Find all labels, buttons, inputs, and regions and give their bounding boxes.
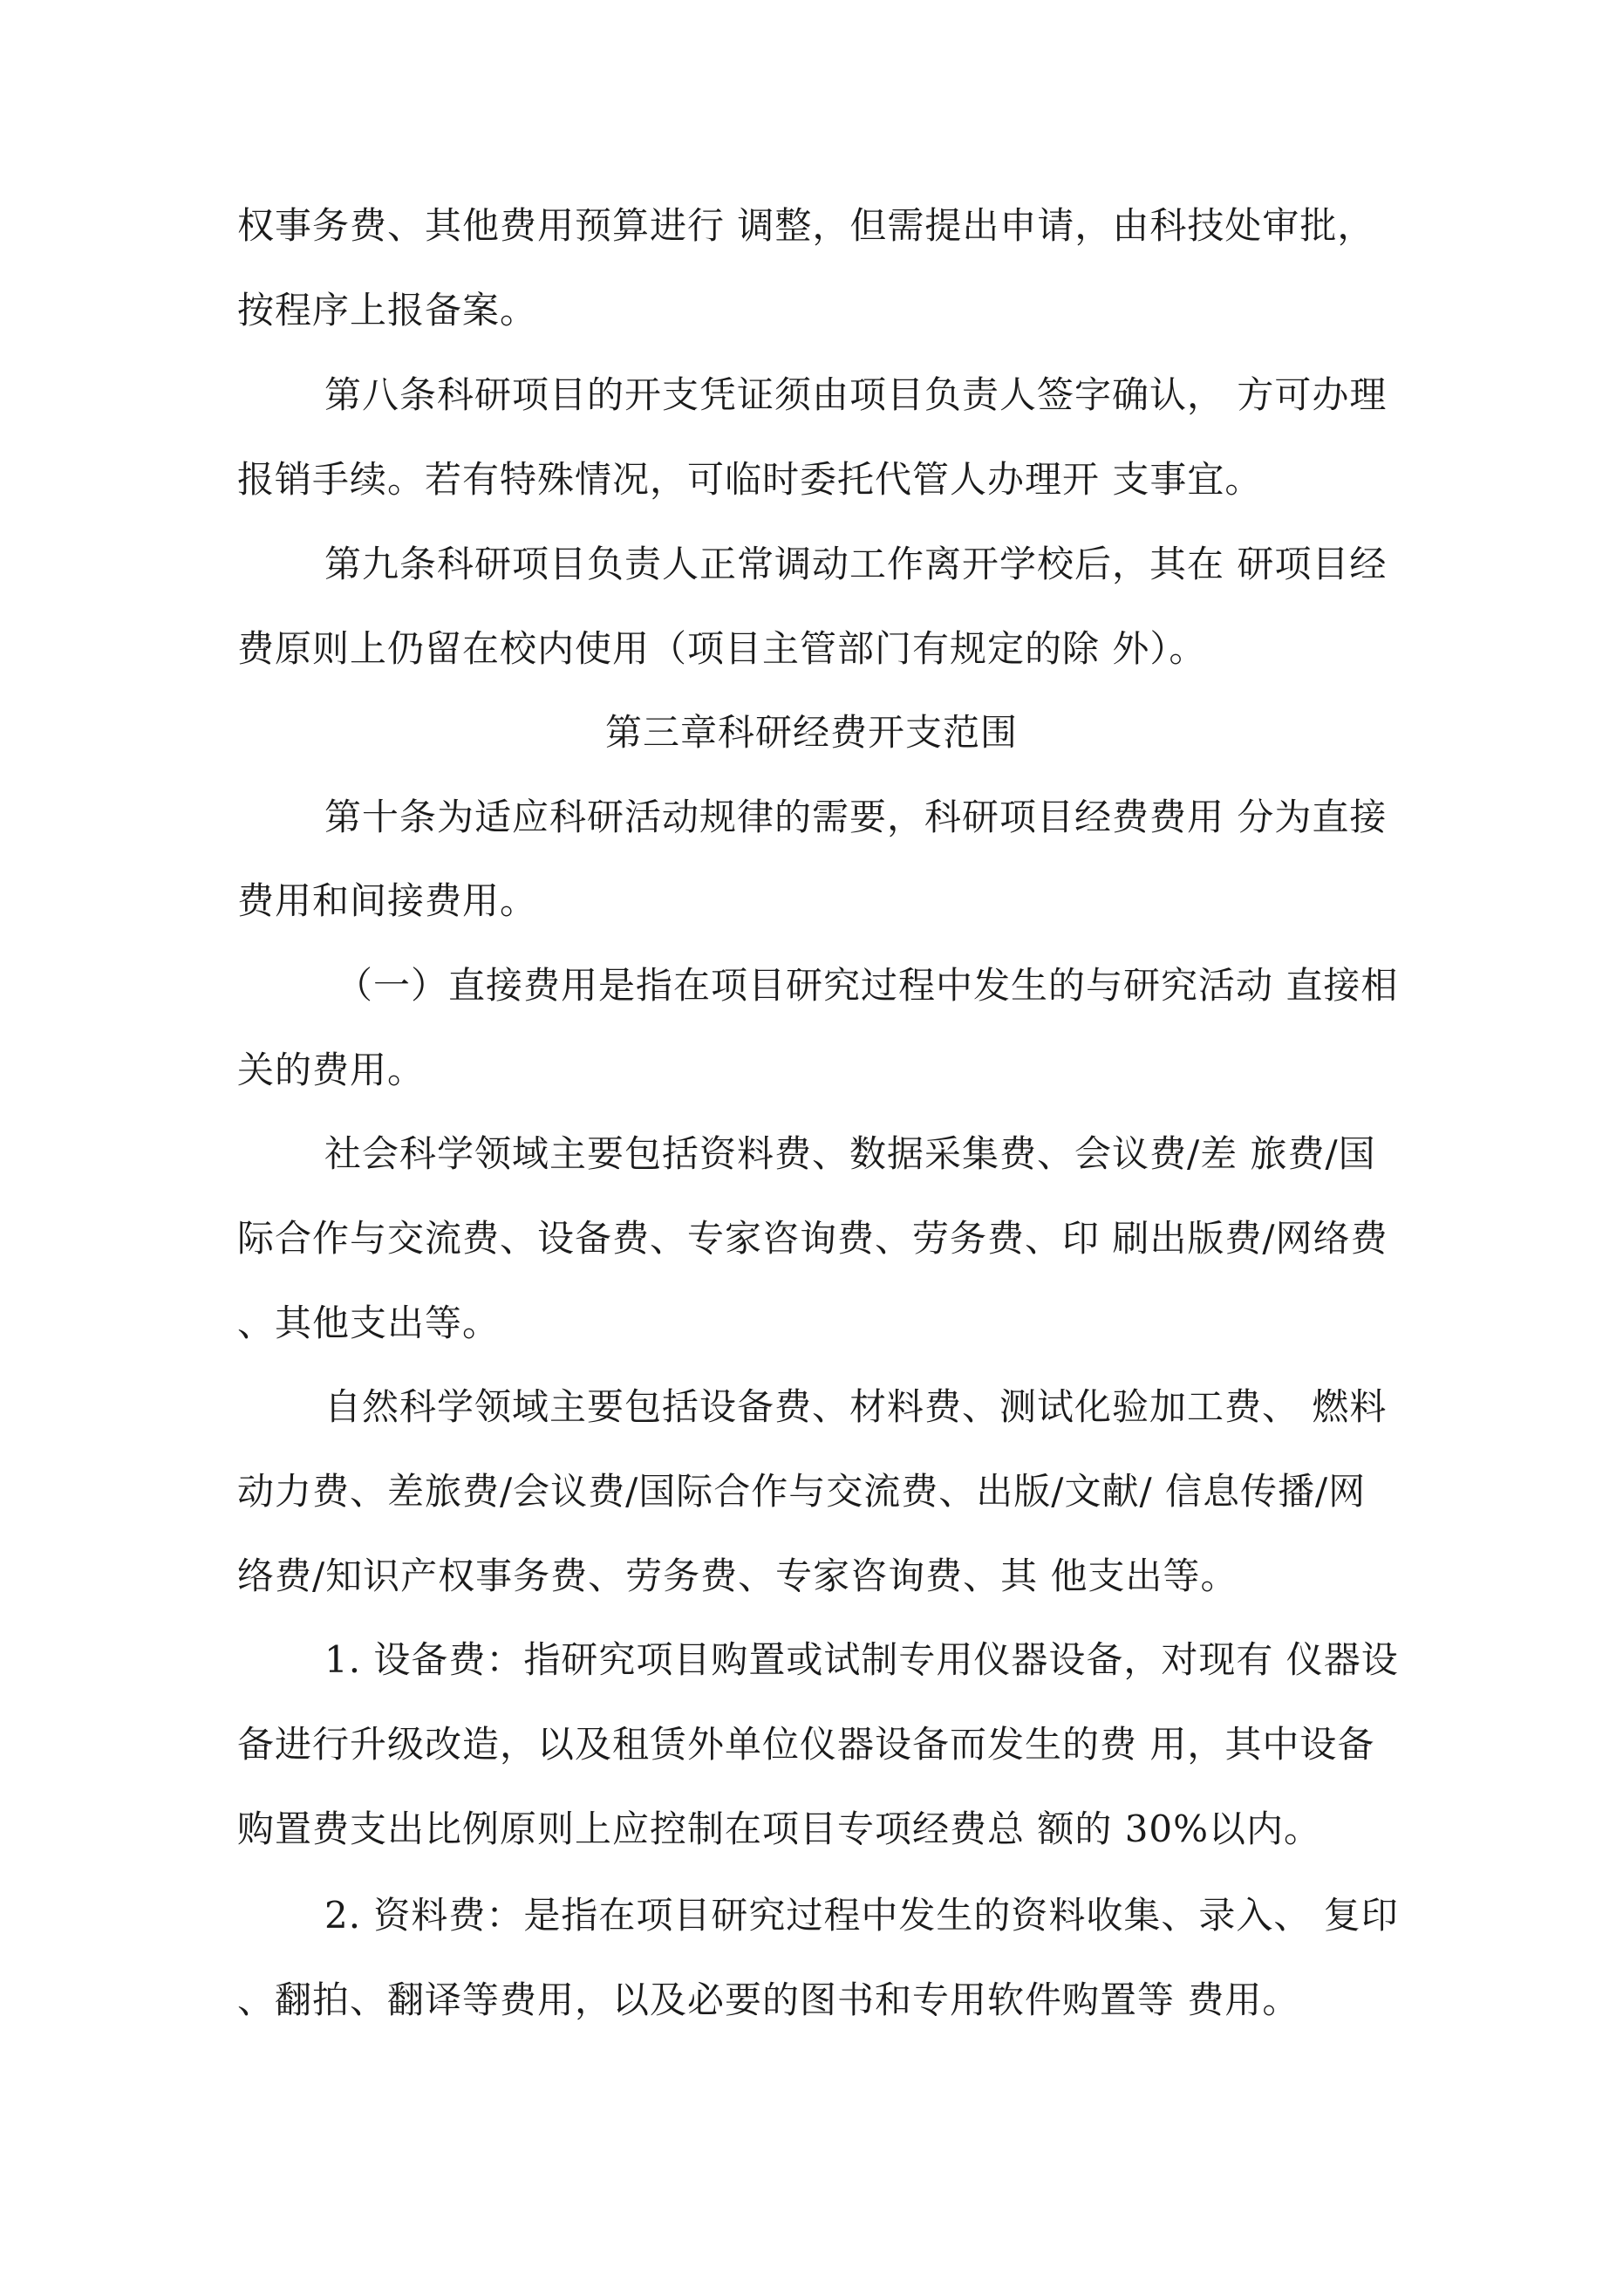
paragraph-line: 关的费用。 (237, 1049, 426, 1091)
paragraph-line: 费原则上仍留在校内使用（项目主管部门有规定的除 外）。 (237, 627, 1207, 670)
equipment-fee-line: 1. 设备费：指研究项目购置或试制专用仪器设备，对现有 仪器设 (324, 1638, 1399, 1681)
social-science-line: 社会科学领域主要包括资料费、数据采集费、会议费/差 旅费/国 (324, 1132, 1376, 1175)
direct-cost-line: （一）直接费用是指在项目研究过程中发生的与研究活动 直接相 (336, 964, 1399, 1007)
paragraph-line: 权事务费、其他费用预算进行 调整，但需提出申请，由科技处审批， (237, 204, 1375, 247)
materials-fee-line: 2. 资料费：是指在项目研究过程中发生的资料收集、录入、 复印 (324, 1894, 1399, 1937)
paragraph-line: 际合作与交流费、设备费、专家咨询费、劳务费、印 刷出版费/网络费 (237, 1217, 1388, 1260)
paragraph-line: 络费/知识产权事务费、劳务费、专家咨询费、其 他支出等。 (237, 1555, 1238, 1597)
paragraph-line: 动力费、差旅费/会议费/国际合作与交流费、出版/文献/ 信息传播/网 (237, 1470, 1367, 1513)
article-9-line: 第九条科研项目负责人正常调动工作离开学校后，其在 研项目经 (324, 543, 1388, 585)
paragraph-line: 备进行升级改造，以及租赁外单位仪器设备而发生的费 用，其中设备 (237, 1723, 1375, 1766)
article-10-line: 第十条为适应科研活动规律的需要，科研项目经费费用 分为直接 (324, 796, 1388, 838)
article-8-line: 第八条科研项目的开支凭证须由项目负责人签字确认， 方可办理 (324, 373, 1388, 416)
paragraph-line: 费用和间接费用。 (237, 879, 538, 922)
natural-science-line: 自然科学领域主要包括设备费、材料费、测试化验加工费、 燃料 (324, 1385, 1388, 1428)
paragraph-line: 、翻拍、翻译等费用，以及必要的图书和专用软件购置等 费用。 (237, 1978, 1300, 2021)
paragraph-line: 购置费支出比例原则上应控制在项目专项经费总 额的 30%以内。 (237, 1807, 1322, 1850)
paragraph-line: 按程序上报备案。 (237, 289, 538, 331)
paragraph-line: 报销手续。若有特殊情况，可临时委托代管人办理开 支事宜。 (237, 458, 1263, 501)
chapter-heading: 第三章科研经费开支范围 (604, 711, 1018, 754)
paragraph-line: 、其他支出等。 (237, 1302, 501, 1344)
